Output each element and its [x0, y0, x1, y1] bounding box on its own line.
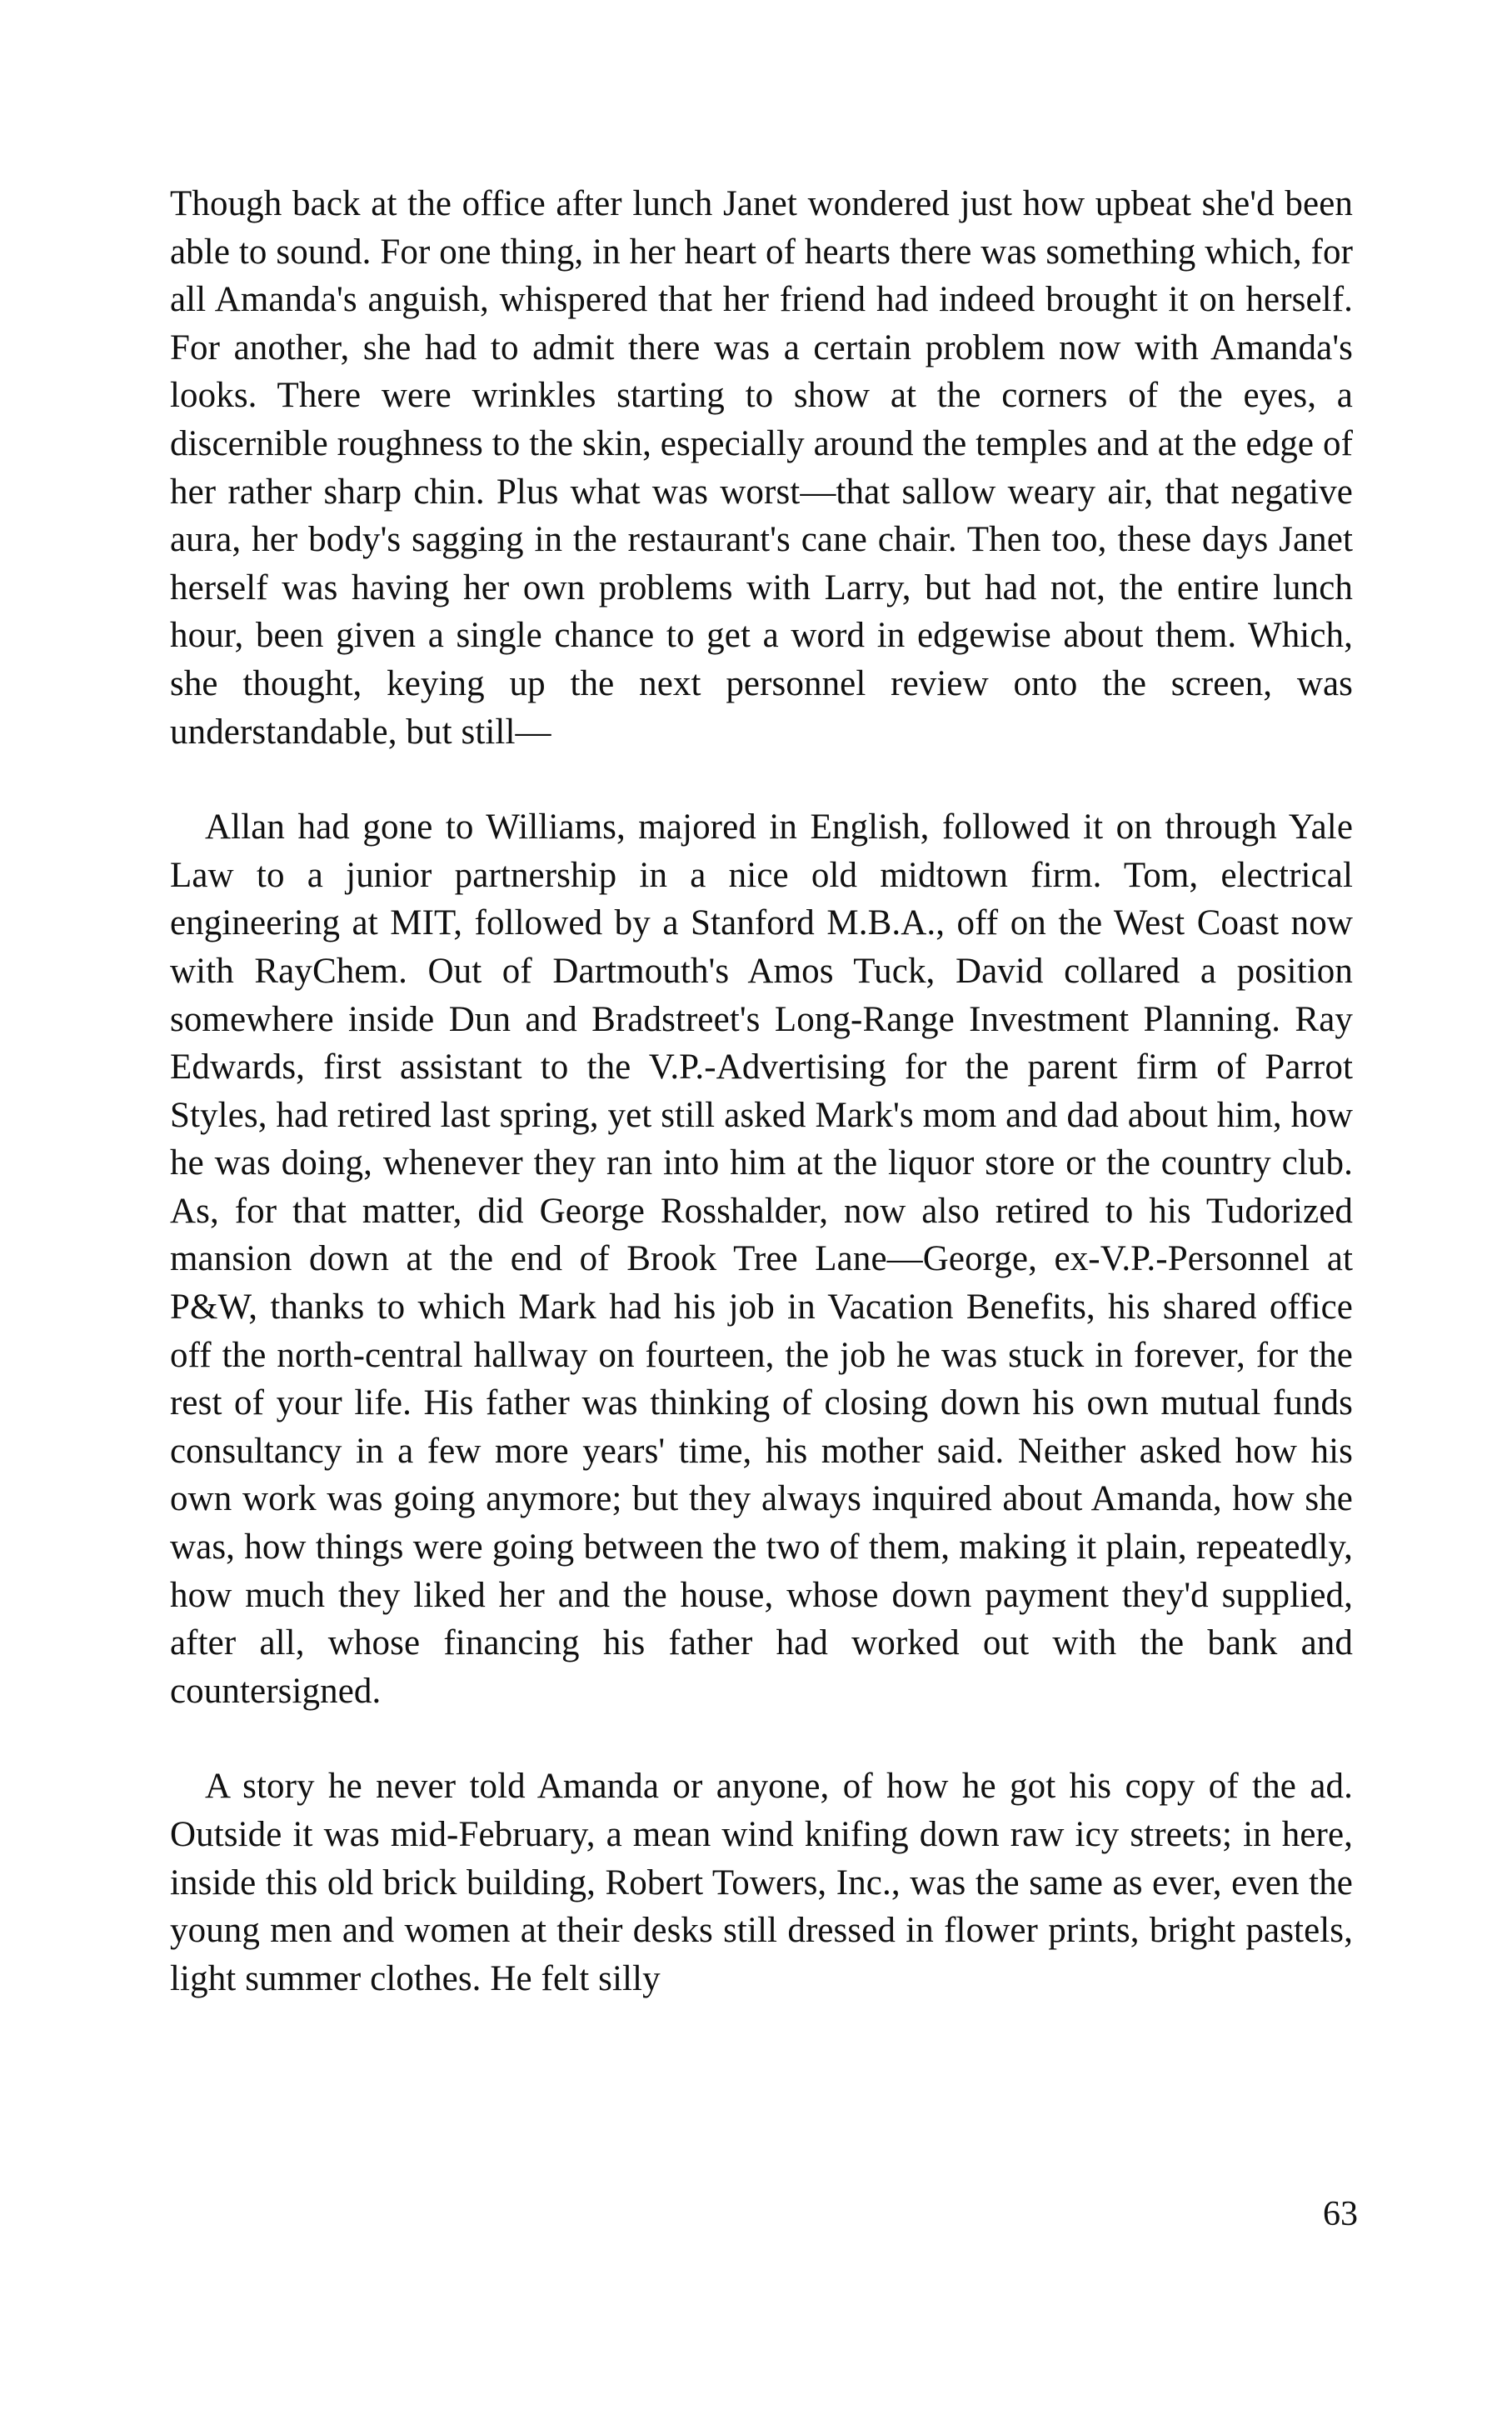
paragraph-allan-williams: Allan had gone to Williams, majored in English, followed it on through Yale Law to a junior partnership in a nice old midtown firm. Tom, electrical engineering at MIT, followed by a Stanford M.B.A., off on the West Coast now with RayChem. Out of Dartmouth's Amos Tuck, David collared a position somewhere inside Dun and Bradstreet's Long-Range Investment Planning. Ray Edwards, first assistant to the V.P.-Advertising for the parent firm of Parrot Styles, had retired last spring, yet still asked Mark's mom and dad about him, how he was doing, whenever they ran into him at the liquor store or the country club. As, for that matter, did George Rosshalder, now also retired to his Tudorized mansion down at the end of Brook Tree Lane—George, ex-V.P.-Personnel at P&W, thanks to which Mark had his job in Vacation Benefits, his shared office off the north-central hallway on fourteen, the job he was stuck in forever, for the rest of your life. His father was thinking of closing down his own mutual funds consultancy in a few more years' time, his mother said. Neither asked how his own work was going anymore; but they always inquired about Amanda, how she was, how things were going between the two of them, making it plain, repeatedly, how much they liked her and the house, whose down payment they'd supplied, after all, whose financing his father had worked out with the bank and countersigned.	[170, 808, 1353, 1711]
paragraph-janet-office: Though back at the office after lunch Janet wondered just how upbeat she'd been able to sound. For one thing, in her heart of hearts there was something which, for all Amanda's anguish, whispered that her friend had indeed brought it on herself. For another, she had to admit there was a certain problem now with Amanda's looks. There were wrinkles starting to show at the corners of the eyes, a discernible roughness to the skin, especially around the temples and at the edge of her rather sharp chin. Plus what was worst—that sallow weary air, that negative aura, her body's sagging in the restaurant's cane chair. Then too, these days Janet herself was having her own problems with Larry, but had not, the entire lunch hour, been given a single chance to get a word in edgewise about them. Which, she thought, keying up the next personnel review onto the screen, was understandable, but still—	[170, 184, 1353, 752]
page-number: 63	[1323, 2195, 1358, 2233]
paragraph-story-ad: A story he never told Amanda or anyone, of how he got his copy of the ad. Outside it was mid-February, a mean wind knifing down raw icy streets; in here, inside this old brick building, Robert Towers, Inc., was the same as ever, even the young men and women at their desks still dressed in flower prints, bright pastels, light summer clothes. He felt silly	[170, 1767, 1353, 1998]
body-text	[170, 180, 1353, 2002]
